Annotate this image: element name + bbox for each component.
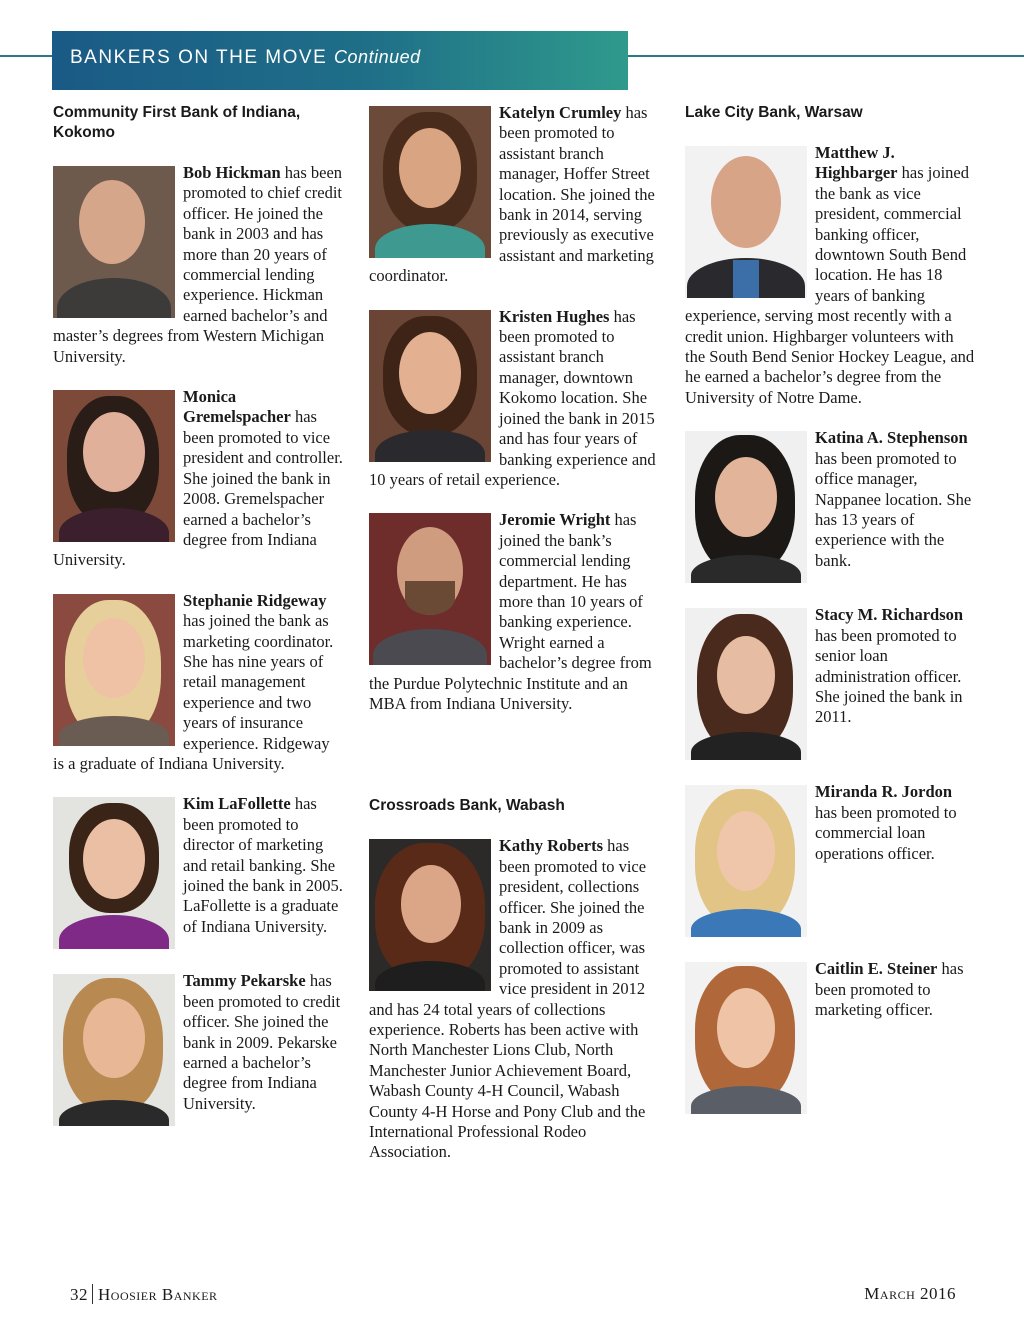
person-entry [685,605,975,762]
banner-continued: Continued [334,47,421,67]
person-shoulders [691,1086,801,1114]
person-name: Stacy M. Richardson [815,605,964,625]
person-head [711,156,781,248]
header-rule-right [628,55,1024,57]
person-entry [685,782,975,939]
footer-divider [92,1284,93,1304]
person-shoulders [57,278,171,318]
person-shoulders [375,224,485,258]
portrait-photo [53,166,175,318]
person-entry [53,794,343,951]
person-entry [53,163,343,367]
person-head [717,988,775,1068]
person-head [83,412,145,492]
person-entry [53,387,343,571]
person-bio: has been promoted to assistant branch manager, Hoffer Street location. She joined the bank in 2014, serving previously as executive assistant and marketing coordinator. [369,103,655,286]
person-shoulders [59,1100,169,1126]
portrait-photo [685,431,807,583]
bank-heading-lake-city: Lake City Bank, Warsaw [685,104,863,121]
person-bio: has been promoted to commercial loan operations officer. [815,802,957,863]
person-bio: has been promoted to credit officer. She joined the bank in 2009. Pekarske earned a bachelor’s degree from Indiana University. [183,971,341,1113]
portrait-photo [53,797,175,949]
person-name: Kristen Hughes [499,306,610,326]
person-name: Miranda R. Jordon [815,782,953,802]
person-bio: has joined the bank’s commercial lending department. He has more than 10 years of banking experience. Wright earned a bachelor’s degree from the Purdue Polytechnic Institute and an MBA from Indiana University. [369,510,652,713]
person-bio: has joined the bank as marketing coordinator. She has nine years of retail management experience and two years of insurance experience. Ridgeway is a graduate of Indiana University. [53,611,334,773]
person-shoulders [59,716,169,746]
header-rule-left [0,55,52,57]
portrait-photo [369,310,491,462]
person-name: Katina A. Stephenson [815,428,968,448]
portrait-photo [53,594,175,746]
person-bio: has been promoted to marketing officer. [815,959,964,1020]
person-head [717,636,775,714]
person-bio: has been promoted to assistant branch manager, downtown Kokomo location. She joined the bank in 2015 and has four years of banking experience and 10 years of retail experience. [369,306,656,489]
footer-left [70,1284,218,1305]
person-shoulders [375,430,485,462]
person-head [399,128,461,208]
person-name: Bob Hickman [183,163,281,182]
person-head [715,457,777,537]
person-shoulders [691,555,801,583]
column-2 [369,103,659,1163]
person-name: Kim LaFollette [183,794,291,814]
portrait-photo [369,513,491,665]
person-shoulders [373,629,487,665]
person-shirt [733,260,759,298]
portrait-photo [685,146,807,298]
person-entry [369,836,659,1163]
person-entry [369,510,659,714]
page-number: 32 [70,1285,88,1304]
person-entry [685,143,975,408]
footer-right [864,1284,956,1304]
person-bio: has been promoted to director of marketing and retail banking. She joined the bank in 2005. LaFollette is a graduate of Indiana University. [183,794,343,936]
person-entry [369,307,659,491]
person-head [717,811,775,891]
person-shoulders [691,909,801,937]
portrait-photo [53,390,175,542]
person-entry [685,428,975,585]
issue-date: March 2016 [864,1284,956,1303]
person-head [401,865,461,943]
person-entry [53,971,343,1128]
person-bio: has been promoted to office manager, Nappanee location. She has 13 years of experience with the bank. [815,448,972,570]
person-entry [369,103,659,287]
person-bio: has been promoted to vice president and controller. She joined the bank in 2008. Gremelspacher earned a bachelor’s degree from Indiana University. [53,407,343,570]
person-name: Stephanie Ridgeway [183,590,327,610]
person-name: Katelyn Crumley [499,103,622,122]
person-name: Caitlin E. Steiner [815,959,938,979]
person-shoulders [691,732,801,760]
person-shoulders [59,508,169,542]
person-head [83,998,145,1078]
portrait-photo [369,106,491,258]
portrait-photo [685,785,807,937]
person-head [399,332,461,414]
person-name: Tammy Pekarske [183,971,306,991]
person-name: Jeromie Wright [499,510,611,530]
person-head [83,618,145,698]
person-name: Monica Gremelspacher [183,387,291,427]
column-1 [53,103,343,1128]
person-head [83,819,145,899]
bank-heading-community-first: Community First Bank of Indiana, Kokomo [53,104,301,141]
portrait-photo [685,608,807,760]
column-3 [685,103,975,1116]
person-name: Kathy Roberts [499,836,604,856]
person-entry [53,591,343,775]
portrait-photo [53,974,175,1126]
person-entry [685,959,975,1116]
portrait-photo [685,962,807,1114]
person-name: Matthew J. Highbarger [815,143,898,183]
person-head [79,180,145,264]
portrait-photo [369,839,491,991]
person-shoulders [59,915,169,949]
banner-title: BANKERS ON THE MOVE [70,47,328,68]
bank-heading-crossroads: Crossroads Bank, Wabash [369,797,565,815]
person-bio: has been promoted to senior loan administration officer. She joined the bank in 2011. [815,625,963,727]
person-beard [405,581,455,615]
person-bio: has been promoted to chief credit officer. He joined the bank in 2003 and has more than 20 years of commercial lending experience. Hickman earned bachelor’s and master’s degrees from Western Michigan University. [53,163,343,366]
section-banner [52,31,628,90]
magazine-name: Hoosier Banker [98,1285,218,1304]
person-bio: has joined the bank as vice president, commercial banking officer, downtown South Bend location. He has 18 years of banking experience, serving most recently with a credit union. Highbarger volunteers with the South Bend Senior Hockey League, and he earned a bachelor’s degree from the University of Notre Dame. [685,163,975,407]
person-bio: has been promoted to vice president, collections officer. She joined the bank in 2009 as collection officer, was promoted to assistant vice president in 2012 and has 24 total years of collections experience. Roberts has been active with North Manchester Lions Club, North Manchester Junior Achievement Board, Wabash County 4-H Council, Wabash County 4-H Horse and Pony Club and the International Professional Rodeo Association. [369,836,647,1162]
